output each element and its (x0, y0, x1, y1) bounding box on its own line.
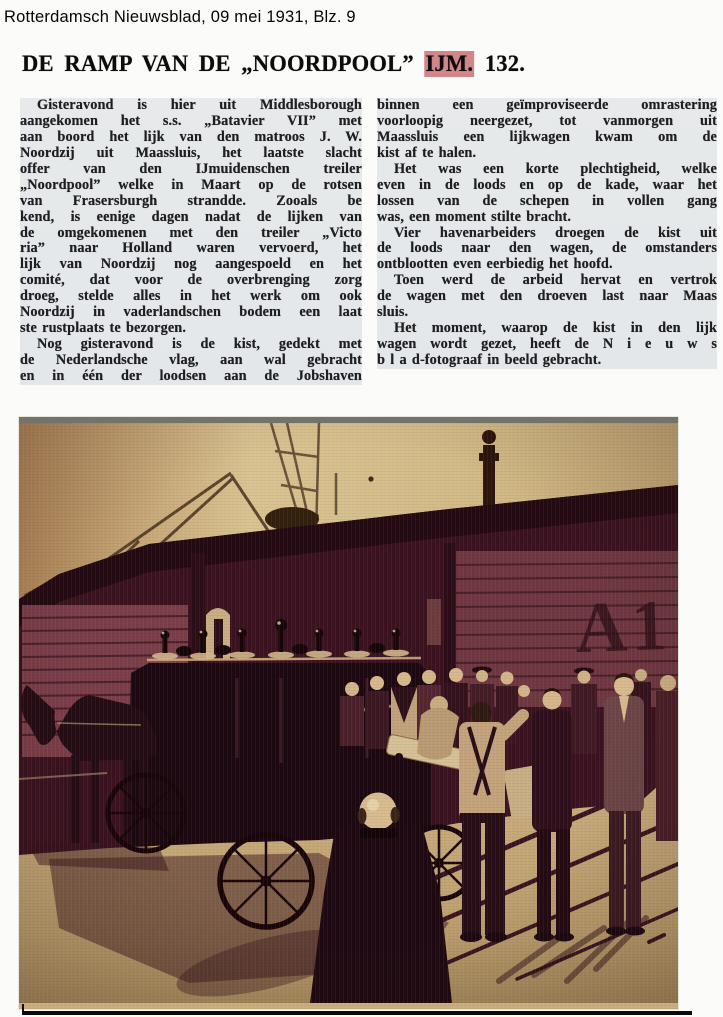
text-line: sluis. (377, 305, 717, 321)
text-line: Toen werd de arbeid hervat en vertrok (377, 273, 717, 289)
text-line: Het was een korte plechtigheid, welke (377, 162, 717, 178)
source-line: Rotterdamsch Nieuwsblad, 09 mei 1931, Blz. 9 (4, 8, 356, 26)
text-line: was, een moment stilte bracht. (377, 210, 717, 226)
bottom-rule (22, 1004, 692, 1015)
text-line: aan boord het lijk van den matroos J. W. (20, 129, 362, 145)
text-line: de loods naar den wagen, de omstanders (377, 241, 717, 257)
text-line: kist af te halen. (377, 146, 717, 162)
text-line: droeg, stelde alles in het werk om ook (20, 289, 362, 305)
press-photograph (19, 417, 678, 1009)
text-line: Gisteravond is hier uit Middlesborough (20, 98, 362, 114)
text-line: „Noordpool” welke in Maart op de rotsen (20, 177, 362, 193)
text-line: comité, dat voor de overbrenging zorg (20, 273, 362, 289)
headline-highlight: IJM. (425, 51, 474, 77)
article-column-right (377, 98, 717, 369)
text-line: de wagen met den droeven last naar Maas (377, 289, 717, 305)
photo-canvas (19, 423, 678, 1003)
text-line: ontblootten even eerbiedig het hoofd. (377, 257, 717, 273)
text-line: de omgekomenen met den treiler „Victo (20, 225, 362, 241)
text-line: lijk van Noordzij nog aangespoeld en het (20, 257, 362, 273)
text-line: Vier havenarbeiders droegen de kist uit (377, 226, 717, 242)
headline-post: 132. (474, 51, 526, 77)
text-line: even in de loods en op de kade, waar het (377, 177, 717, 193)
text-line: kend, is eenige dagen nadat de lijken van (20, 209, 362, 225)
text-line: binnen een geïmproviseerde omrastering (377, 98, 717, 113)
headline-pre: DE RAMP VAN DE „NOORDPOOL” (22, 51, 425, 77)
text-line: Nog gisteravond is de kist, gedekt met (20, 337, 362, 353)
article-headline (22, 51, 526, 78)
text-line: ste rustplaats te bezorgen. (20, 321, 362, 337)
text-line: voorloopig neergezet, tot vanmorgen uit (377, 113, 717, 129)
article-column-left (20, 98, 362, 385)
text-line: offer van den IJmuidenschen treiler (20, 161, 362, 177)
photo-vignette (19, 423, 678, 1003)
text-line: van Frasersburgh strandde. Zooals be (20, 193, 362, 209)
text-line: aangekomen het s.s. „Batavier VII” met (20, 113, 362, 129)
text-line: ria” naar Holland waren vervoerd, het (20, 241, 362, 257)
text-line: wagen wordt gezet, heeft de N i e u w s (377, 337, 717, 353)
text-line: b l a d-fotograaf in beeld gebracht. (377, 353, 717, 369)
text-line: Noordzij uit Maassluis, het laatste slacht (20, 145, 362, 161)
text-line: de Nederlandsche vlag, aan wal gebracht (20, 353, 362, 368)
text-line: lossen van de schepen in vollen gang (377, 193, 717, 209)
text-line: Maassluis een lijkwagen kwam om de (377, 129, 717, 145)
text-line: Het moment, waarop de kist in den lijk (377, 321, 717, 337)
text-line: Noordzij in vaderlandschen bodem een laat (20, 305, 362, 321)
text-line: en in één der loodsen aan de Jobshaven (20, 368, 362, 384)
